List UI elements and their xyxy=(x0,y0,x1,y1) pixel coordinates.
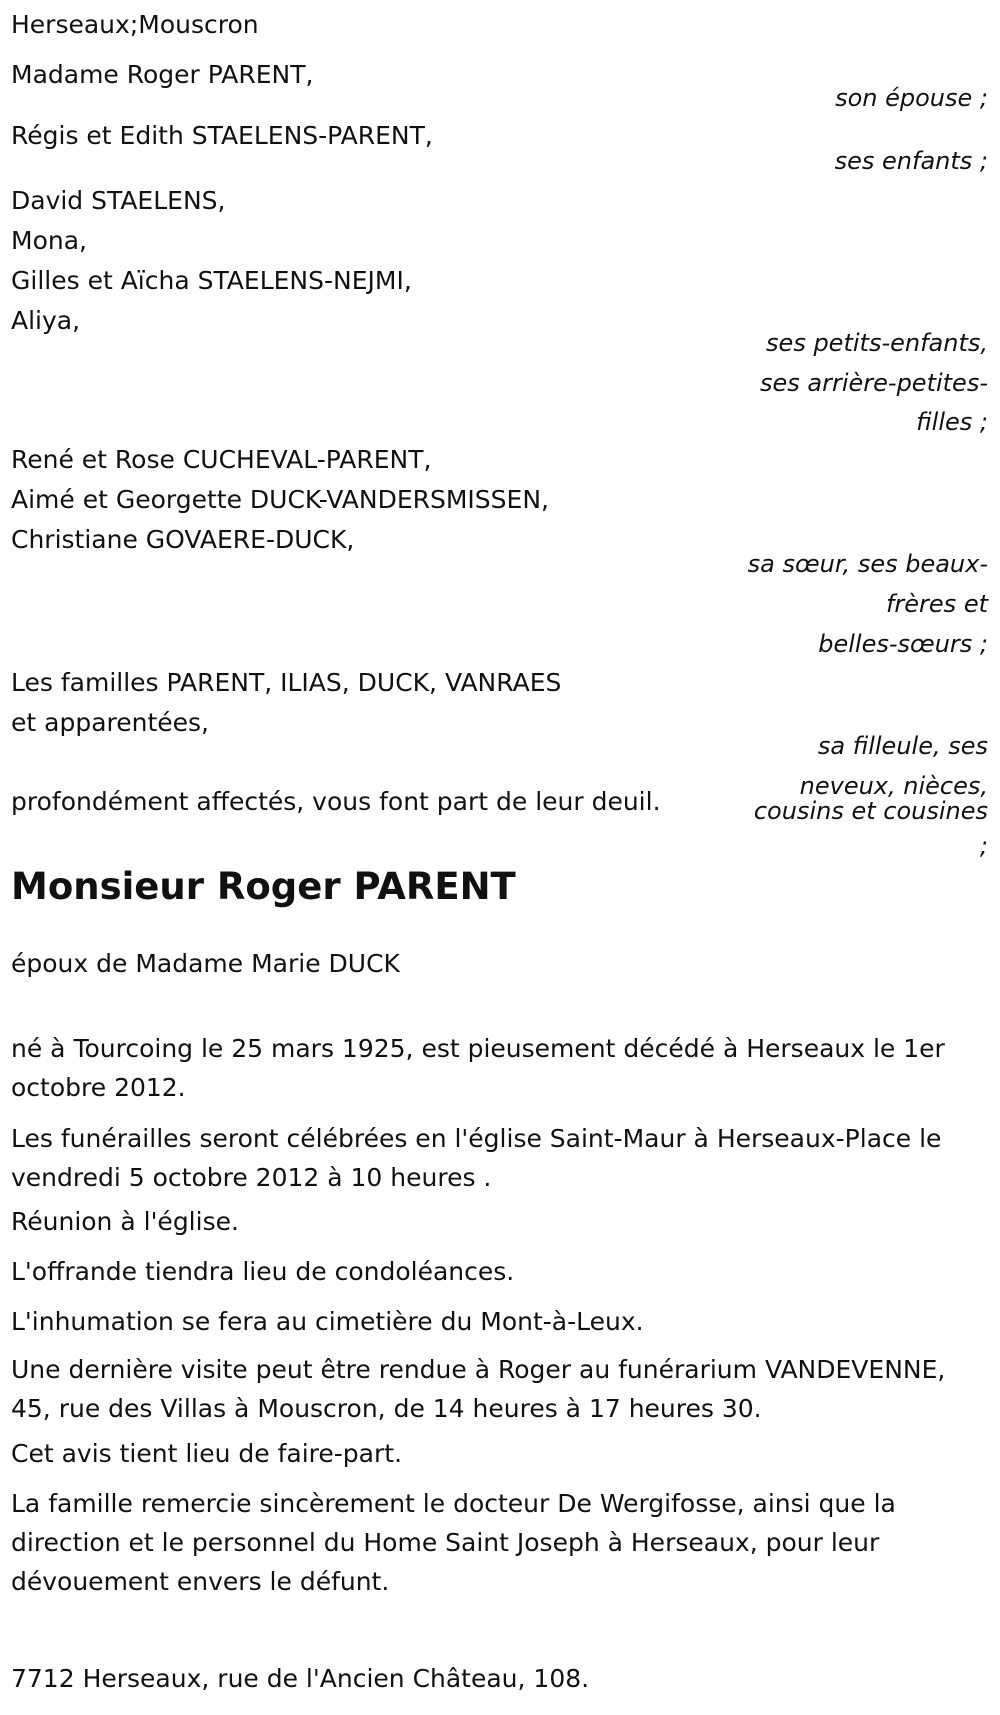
family-member-line: Aliya, xyxy=(11,306,81,335)
location-line: Herseaux;Mouscron xyxy=(11,10,259,39)
relation-label: sa sœur, ses beaux- xyxy=(747,550,988,578)
notice-paragraph: Cet avis tient lieu de faire-part. xyxy=(11,1439,403,1468)
closing-line: profondément affectés, vous font part de leur deuil. xyxy=(11,787,661,816)
family-member-line: Les familles PARENT, ILIAS, DUCK, VANRAES xyxy=(11,668,562,697)
family-member-line: Christiane GOVAERE-DUCK, xyxy=(11,525,355,554)
relation-label: frères et xyxy=(885,590,988,618)
relation-label: son épouse ; xyxy=(835,84,988,112)
relation-label: neveux, nièces, xyxy=(799,772,988,800)
family-member-line: David STAELENS, xyxy=(11,186,226,215)
relation-label: belles-sœurs ; xyxy=(818,630,988,658)
funeral-paragraph: Les funérailles seront célébrées en l'église Saint-Maur à Herseaux-Place le vendredi 5 octobre 2012 à 10 heures . xyxy=(11,1124,942,1192)
relation-label: cousins et cousines xyxy=(753,797,988,825)
family-member-line: et apparentées, xyxy=(11,708,209,737)
thanks-paragraph: La famille remercie sincèrement le docteur De Wergifosse, ainsi que la direction et le personnel du Home Saint Joseph à Herseaux, pour leur dévouement envers le défunt. xyxy=(11,1489,896,1596)
spouse-line: époux de Madame Marie DUCK xyxy=(11,949,400,978)
family-member-line: René et Rose CUCHEVAL-PARENT, xyxy=(11,445,432,474)
birth-death-paragraph: né à Tourcoing le 25 mars 1925, est pieusement décédé à Herseaux le 1er octobre 2012. xyxy=(11,1034,945,1102)
address-line: 7712 Herseaux, rue de l'Ancien Château, 108. xyxy=(11,1664,590,1693)
family-member-line: Aimé et Georgette DUCK-VANDERSMISSEN, xyxy=(11,485,549,514)
relation-label: filles ; xyxy=(916,408,988,436)
relation-label: sa filleule, ses xyxy=(817,732,988,760)
relation-label: ses petits-enfants, xyxy=(766,329,988,357)
gathering-paragraph: Réunion à l'église. xyxy=(11,1207,239,1236)
relation-label: ses arrière-petites- xyxy=(760,369,988,397)
relation-label: ses enfants ; xyxy=(834,147,988,175)
visit-paragraph: Une dernière visite peut être rendue à Roger au funérarium VANDEVENNE, 45, rue des Villas à Mouscron, de 14 heures à 17 heures 30. xyxy=(11,1355,946,1423)
deceased-name: Monsieur Roger PARENT xyxy=(11,865,516,908)
condolences-paragraph: L'offrande tiendra lieu de condoléances. xyxy=(11,1257,515,1286)
family-member-line: Régis et Edith STAELENS-PARENT, xyxy=(11,121,433,150)
relation-label: ; xyxy=(979,832,988,860)
family-member-line: Madame Roger PARENT, xyxy=(11,60,314,89)
family-member-line: Mona, xyxy=(11,226,87,255)
family-member-line: Gilles et Aïcha STAELENS-NEJMI, xyxy=(11,266,412,295)
burial-paragraph: L'inhumation se fera au cimetière du Mont-à-Leux. xyxy=(11,1307,644,1336)
